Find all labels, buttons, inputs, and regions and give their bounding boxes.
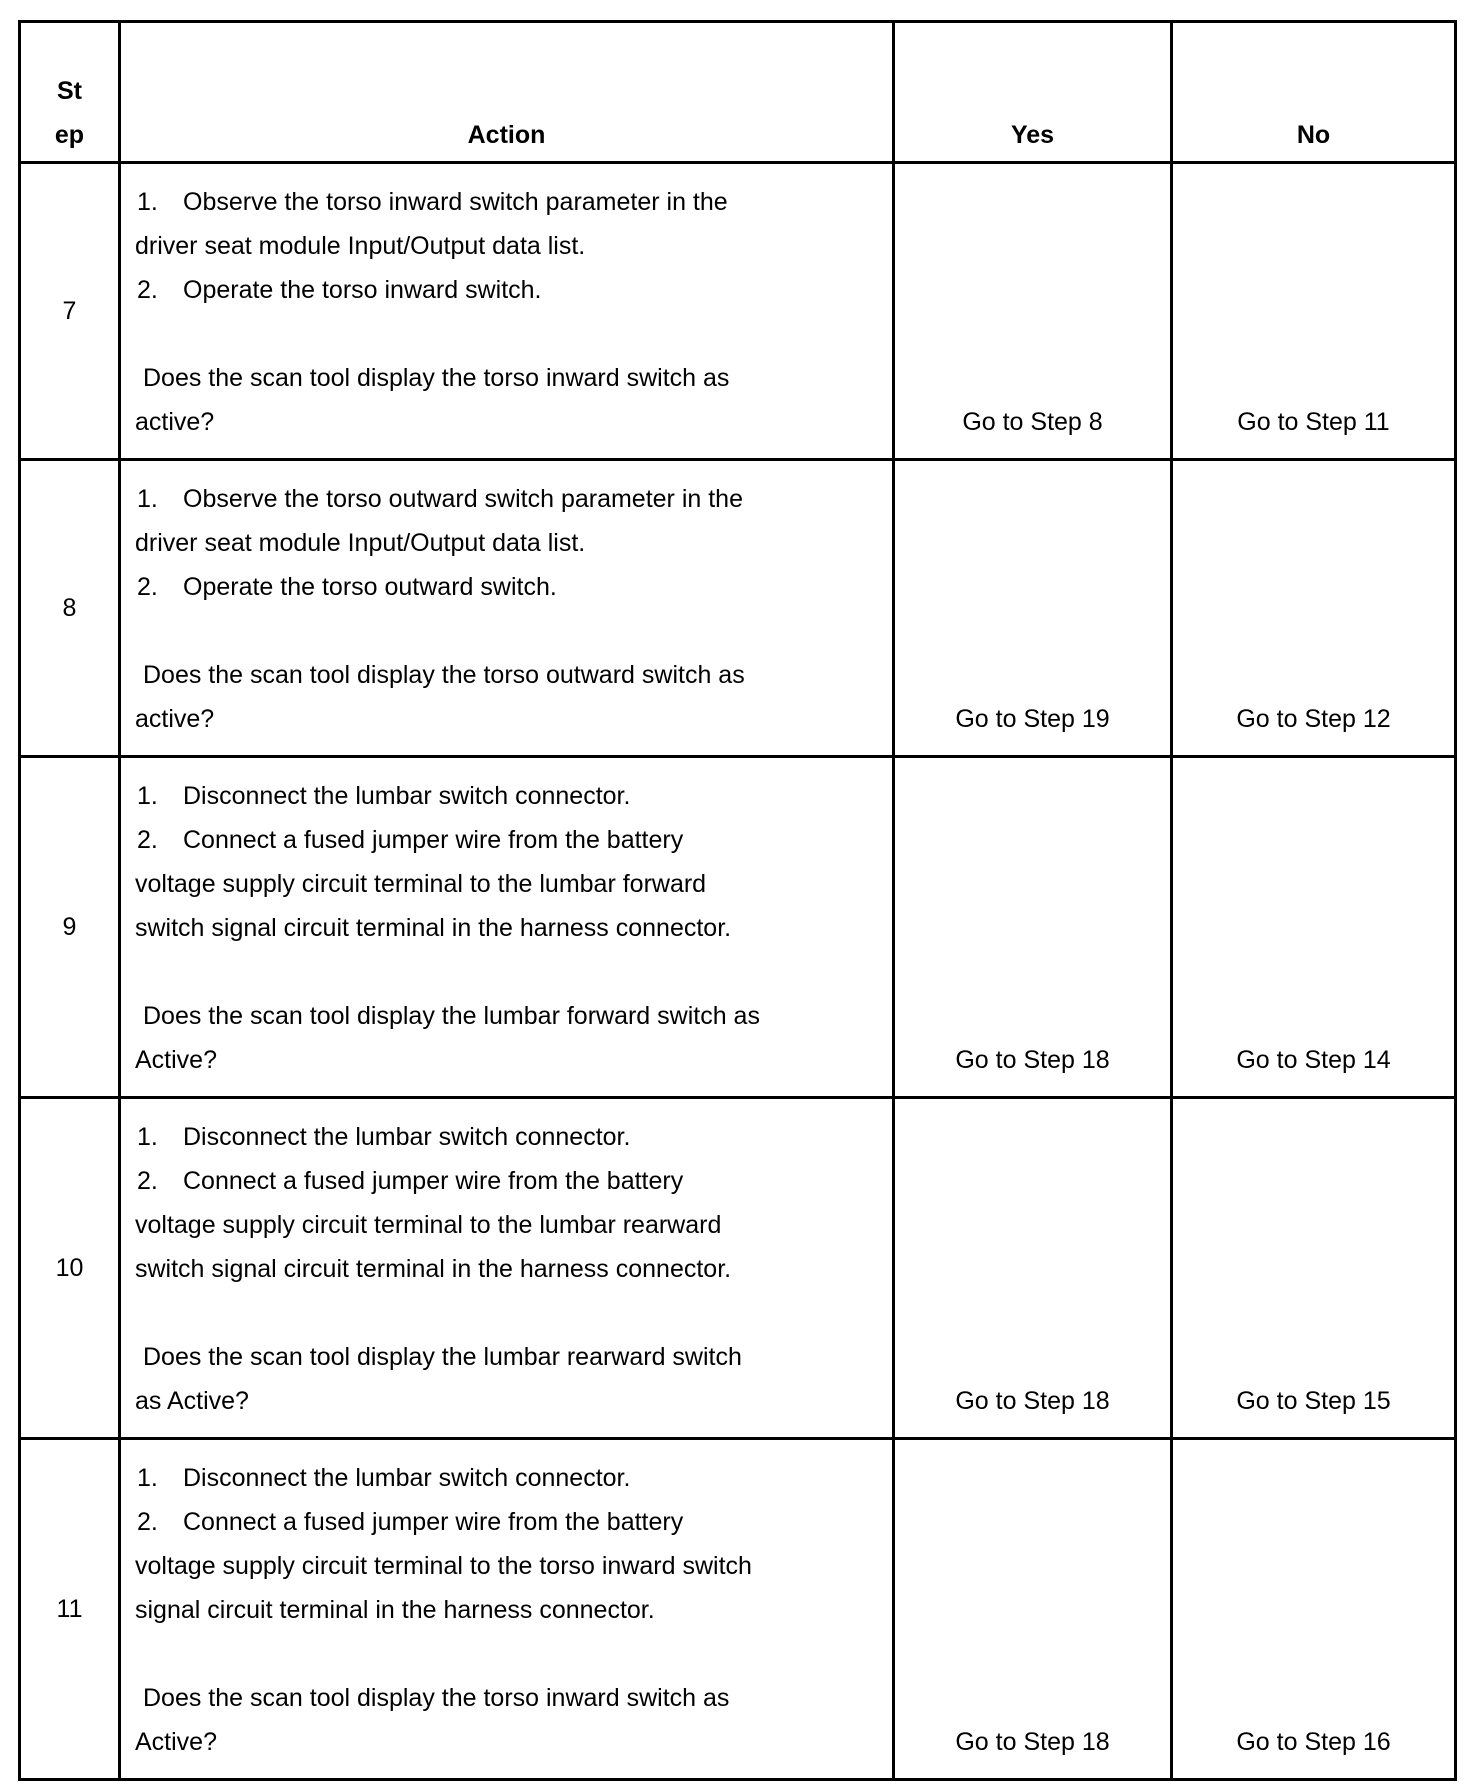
- table-row: [20, 1098, 1456, 1439]
- action-step-continuation: voltage supply circuit terminal to the torso inward switch: [135, 1552, 752, 1580]
- action-step-number: 2.: [137, 826, 158, 854]
- yes-result: Go to Step 18: [894, 1439, 1172, 1780]
- no-result: Go to Step 11: [1172, 163, 1456, 460]
- action-step-number: 1.: [137, 1123, 158, 1151]
- action-cell: [120, 1098, 894, 1439]
- action-step: [135, 1456, 878, 1500]
- action-question-continuation: Active?: [135, 1046, 217, 1074]
- action-step-continuation: signal circuit terminal in the harness connector.: [135, 1596, 655, 1624]
- action-cell: [120, 163, 894, 460]
- action-step-number: 2.: [137, 1508, 158, 1536]
- table-row: [20, 1439, 1456, 1780]
- action-step-continuation: voltage supply circuit terminal to the lumbar forward: [135, 870, 707, 898]
- action-cell: [120, 1439, 894, 1780]
- action-step-text: Observe the torso outward switch parameter in the: [183, 485, 743, 513]
- action-step-text: Disconnect the lumbar switch connector.: [183, 1464, 631, 1492]
- action-cell: [120, 460, 894, 757]
- action-question-continuation: active?: [135, 408, 215, 436]
- action-question-continuation: Active?: [135, 1728, 217, 1756]
- action-step-number: 2.: [137, 276, 158, 304]
- action-step: [135, 477, 878, 521]
- action-step-text: Disconnect the lumbar switch connector.: [183, 1123, 631, 1151]
- action-step-text: Connect a fused jumper wire from the battery: [183, 1167, 684, 1195]
- action-step-number: 1.: [137, 1464, 158, 1492]
- action-question: Does the scan tool display the lumbar rearward switch: [143, 1343, 742, 1371]
- action-step: [135, 268, 878, 312]
- step-number: 9: [20, 757, 120, 1098]
- header-action: Action: [120, 22, 894, 163]
- no-result: Go to Step 16: [1172, 1439, 1456, 1780]
- action-step: [135, 818, 878, 862]
- header-step-line1: St: [57, 77, 82, 105]
- action-step-text: Observe the torso inward switch parameter in the: [183, 188, 728, 216]
- action-step-continuation: switch signal circuit terminal in the harness connector.: [135, 1255, 732, 1283]
- action-step: [135, 1159, 878, 1203]
- header-step: [20, 22, 120, 163]
- action-step-number: 1.: [137, 782, 158, 810]
- action-step-continuation: driver seat module Input/Output data list.: [135, 232, 586, 260]
- action-step: [135, 565, 878, 609]
- no-result: Go to Step 15: [1172, 1098, 1456, 1439]
- action-step-continuation: switch signal circuit terminal in the harness connector.: [135, 914, 732, 942]
- action-question: Does the scan tool display the torso inward switch as: [143, 364, 730, 392]
- step-number: 10: [20, 1098, 120, 1439]
- action-step-text: Connect a fused jumper wire from the battery: [183, 826, 684, 854]
- action-question-continuation: active?: [135, 705, 215, 733]
- table-row: [20, 460, 1456, 757]
- table-body: [20, 163, 1456, 1780]
- header-no: No: [1172, 22, 1456, 163]
- action-step: [135, 180, 878, 224]
- action-step-number: 1.: [137, 188, 158, 216]
- yes-result: Go to Step 8: [894, 163, 1172, 460]
- header-yes: Yes: [894, 22, 1172, 163]
- action-step: [135, 1115, 878, 1159]
- action-step-text: Connect a fused jumper wire from the battery: [183, 1508, 684, 1536]
- action-cell: [120, 757, 894, 1098]
- action-step-number: 2.: [137, 1167, 158, 1195]
- action-step: [135, 1500, 878, 1544]
- diagnostic-table: [18, 20, 1457, 1781]
- table-row: [20, 757, 1456, 1098]
- action-question: Does the scan tool display the torso inward switch as: [143, 1684, 730, 1712]
- action-step-continuation: voltage supply circuit terminal to the lumbar rearward: [135, 1211, 722, 1239]
- yes-result: Go to Step 18: [894, 1098, 1172, 1439]
- action-step-text: Operate the torso outward switch.: [183, 573, 557, 601]
- header-row: [20, 22, 1456, 163]
- action-question: Does the scan tool display the torso outward switch as: [143, 661, 745, 689]
- action-question-continuation: as Active?: [135, 1387, 249, 1415]
- action-step-text: Disconnect the lumbar switch connector.: [183, 782, 631, 810]
- step-number: 8: [20, 460, 120, 757]
- action-step: [135, 774, 878, 818]
- action-step-continuation: driver seat module Input/Output data list.: [135, 529, 586, 557]
- action-question: Does the scan tool display the lumbar forward switch as: [143, 1002, 760, 1030]
- table-header: [20, 22, 1456, 163]
- no-result: Go to Step 12: [1172, 460, 1456, 757]
- action-step-number: 1.: [137, 485, 158, 513]
- step-number: 7: [20, 163, 120, 460]
- table-row: [20, 163, 1456, 460]
- no-result: Go to Step 14: [1172, 757, 1456, 1098]
- yes-result: Go to Step 19: [894, 460, 1172, 757]
- yes-result: Go to Step 18: [894, 757, 1172, 1098]
- header-step-line2: ep: [54, 121, 85, 149]
- step-number: 11: [20, 1439, 120, 1780]
- action-step-number: 2.: [137, 573, 158, 601]
- action-step-text: Operate the torso inward switch.: [183, 276, 542, 304]
